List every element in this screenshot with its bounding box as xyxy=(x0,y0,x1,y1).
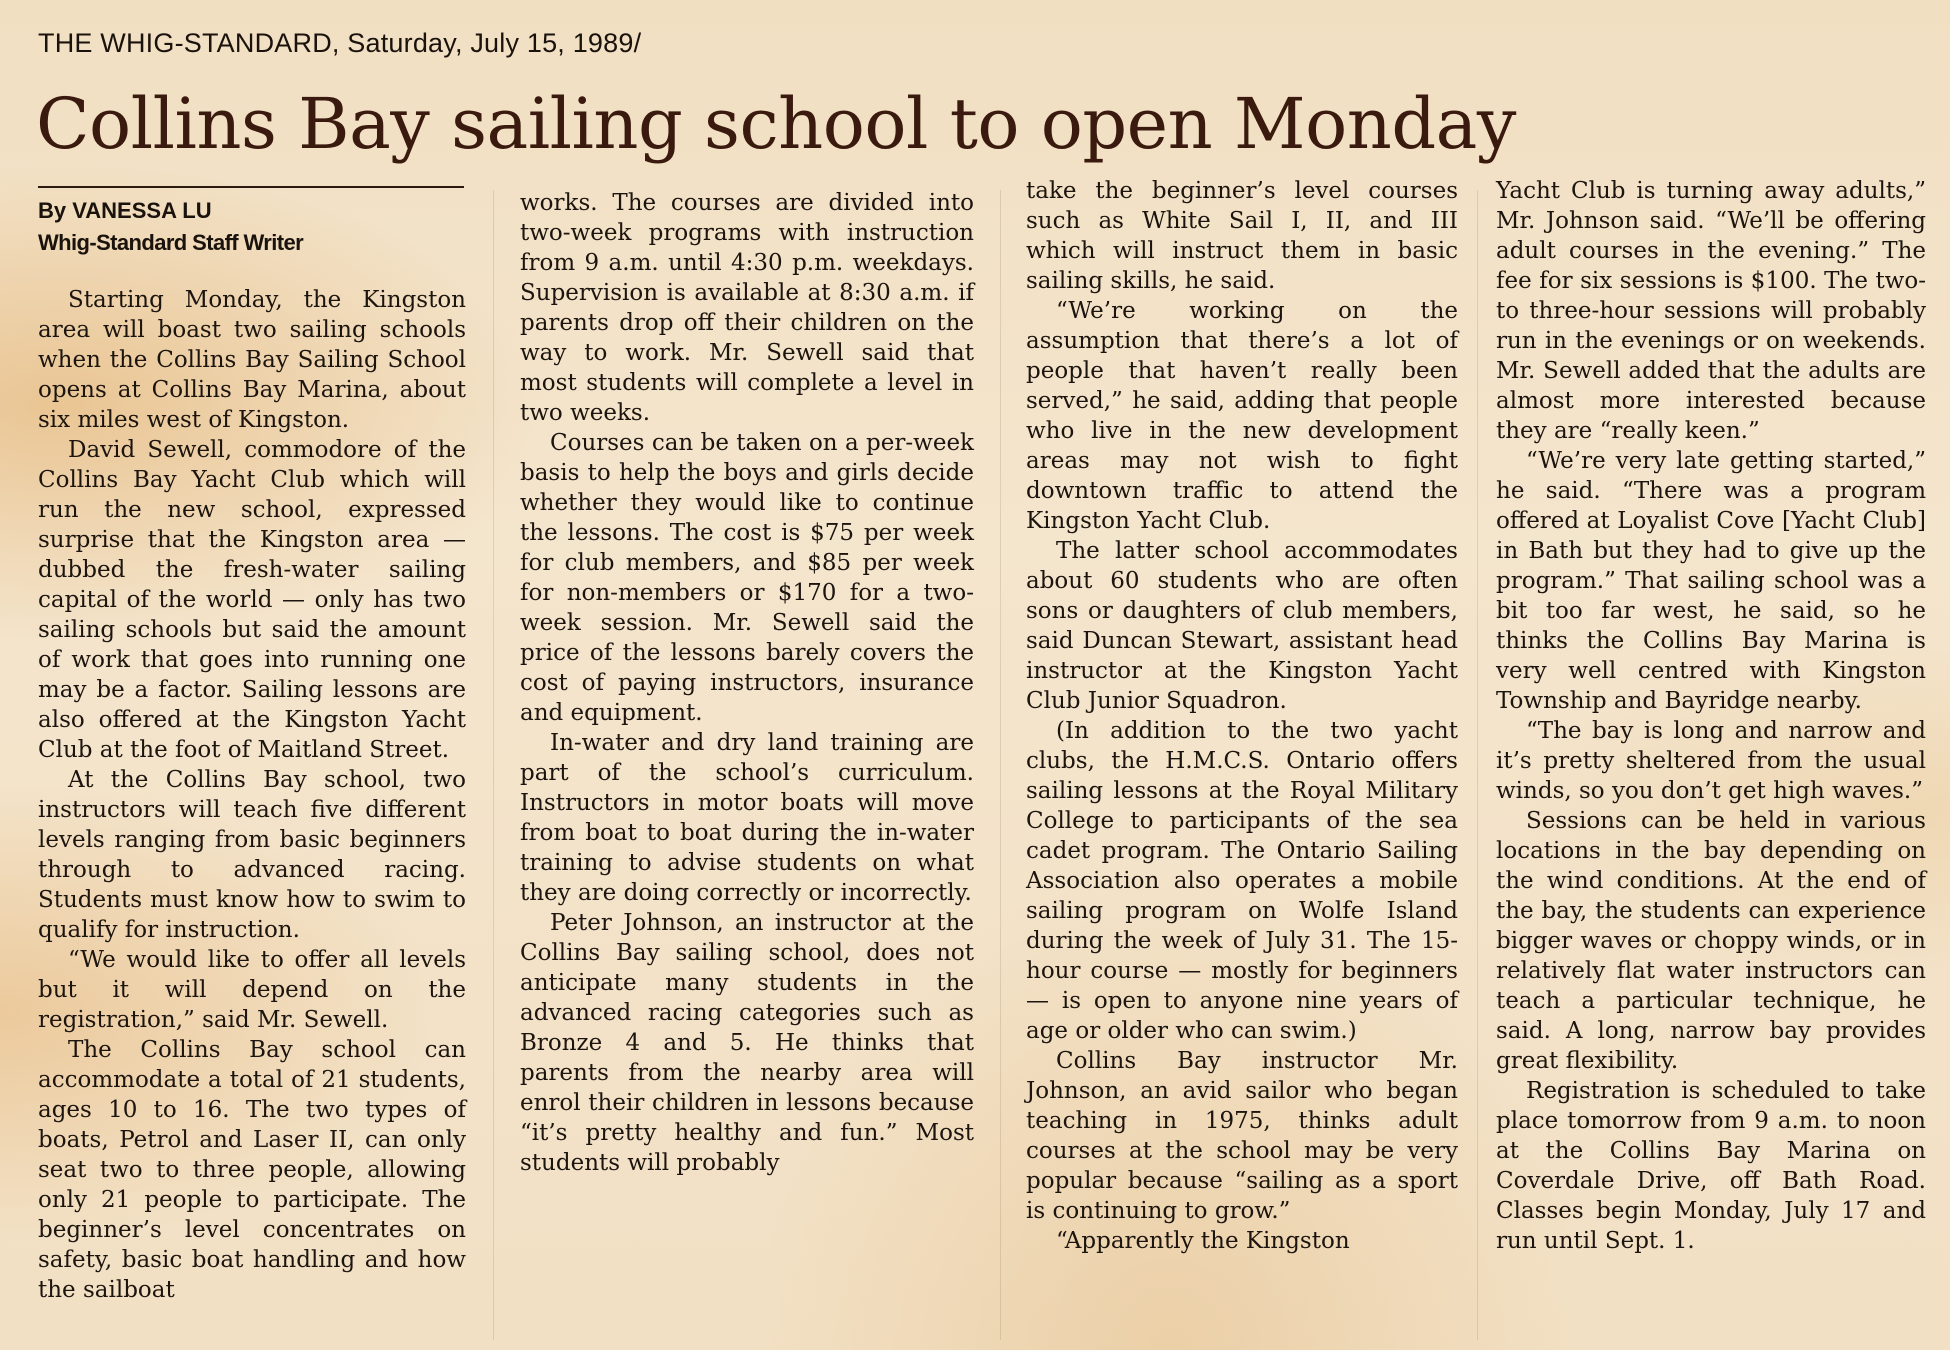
paragraph: “We’re very late getting started,” he said. “There was a program offered at Loyalist Cove [Yacht Club] in Bath but they had to give up the program.” That sailing school was a bit too far west, he said, so he thinks the Collins Bay Marina is very well centred with Kingston Township and Bayridge nearby. xyxy=(1496,448,1926,714)
paragraph: David Sewell, commodore of the Collins Bay Yacht Club which will run the new school, expressed surprise that the Kingston area — dubbed the fresh-water sailing capital of the world — only has two sailing schools but said the amount of work that goes into running one may be a factor. Sailing lessons are also offered at the Kingston Yacht Club at the foot of Maitland Street. xyxy=(38,437,466,763)
dateline: THE WHIG-STANDARD, Saturday, July 15, 1989/ xyxy=(38,28,642,58)
byline-title: Whig-Standard Staff Writer xyxy=(38,230,304,255)
paragraph: In-water and dry land training are part of the school’s curriculum. Instructors in motor boats will move from boat to boat during the in-water training to advise students on what they are doing correctly or incorrectly. xyxy=(520,730,974,906)
paragraph: The Collins Bay school can accommodate a total of 21 students, ages 10 to 16. The two types of boats, Petrol and Laser II, can only seat two to three people, allowing only 21 people to participate. The beginner’s level concentrates on safety, basic boat handling and how the sailboat xyxy=(38,1037,466,1303)
paragraph: Starting Monday, the Kingston area will boast two sailing schools when the Collins Bay Sailing School opens at Collins Bay Marina, about six miles west of Kingston. xyxy=(38,287,466,433)
article-column-3 xyxy=(1026,176,1458,1256)
paragraph: Yacht Club is turning away adults,” Mr. Johnson said. “We’ll be offering adult courses in the evening.” The fee for six sessions is $100. The two- to three-hour sessions will probably run in the evenings or on weekends. Mr. Sewell added that the adults are almost more interested because they are “really keen.” xyxy=(1496,178,1926,444)
paragraph: “We’re working on the assumption that there’s a lot of people that haven’t really been served,” he said, adding that people who live in the new development areas may not wish to fight downtown traffic to attend the Kingston Yacht Club. xyxy=(1026,298,1458,534)
paragraph: The latter school accommodates about 60 students who are often sons or daughters of club members, said Duncan Stewart, assistant head instructor at the Kingston Yacht Club Junior Squadron. xyxy=(1026,538,1458,714)
paragraph: “Apparently the Kingston xyxy=(1056,1228,1350,1254)
paragraph: “We would like to offer all levels but it will depend on the registration,” said Mr. Sewell. xyxy=(38,947,466,1033)
article-column-4 xyxy=(1496,176,1926,1256)
article-column-2 xyxy=(520,188,974,1178)
column-gutter xyxy=(493,190,494,1340)
column-gutter xyxy=(1000,190,1001,1340)
paragraph: (In addition to the two yacht clubs, the H.M.C.S. Ontario offers sailing lessons at the Royal Military College to participants of the sea cadet program. The Ontario Sailing Association also operates a mobile sailing program on Wolfe Island during the week of July 31. The 15-hour course — mostly for beginners — is open to anyone nine years of age or older who can swim.) xyxy=(1026,718,1458,1044)
paragraph: Courses can be taken on a per-week basis to help the boys and girls decide whether they would like to continue the lessons. The cost is $75 per week for club members, and $85 per week for non-members or $170 for a two-week session. Mr. Sewell said the price of the lessons barely covers the cost of paying instructors, insurance and equipment. xyxy=(520,430,974,726)
paragraph: works. The courses are divided into two-week programs with instruction from 9 a.m. until 4:30 p.m. weekdays. Supervision is available at 8:30 a.m. if parents drop off their children on the way to work. Mr. Sewell said that most students will complete a level in two weeks. xyxy=(520,190,974,426)
paragraph: At the Collins Bay school, two instructors will teach five different levels ranging from basic beginners through to advanced racing. Students must know how to swim to qualify for instruction. xyxy=(38,767,466,943)
paragraph: take the beginner’s level courses such as White Sail I, II, and III which will instruct them in basic sailing skills, he said. xyxy=(1026,178,1458,294)
column-gutter xyxy=(1477,190,1478,1340)
headline: Collins Bay sailing school to open Monday xyxy=(36,83,1516,165)
paragraph: Registration is scheduled to take place tomorrow from 9 a.m. to noon at the Collins Bay Marina on Coverdale Drive, off Bath Road. Classes begin Monday, July 17 and run until Sept. 1. xyxy=(1496,1078,1926,1254)
paragraph: “The bay is long and narrow and it’s pretty sheltered from the usual winds, so you don’t get high waves.” xyxy=(1496,718,1926,804)
paragraph: Peter Johnson, an instructor at the Collins Bay sailing school, does not anticipate many students in the advanced racing categories such as Bronze 4 and 5. He thinks that parents from the nearby area will enrol their children in lessons because “it’s pretty healthy and fun.” Most students will probably xyxy=(520,910,974,1176)
byline-author: By VANESSA LU xyxy=(38,198,212,223)
byline xyxy=(38,195,303,259)
article-column-1 xyxy=(38,285,466,1305)
paragraph: Collins Bay instructor Mr. Johnson, an avid sailor who began teaching in 1975, thinks adult courses at the school may be very popular because “sailing as a sport is continuing to grow.” xyxy=(1026,1048,1458,1224)
paragraph: Sessions can be held in various locations in the bay depending on the wind conditions. At the end of the bay, the students can experience bigger waves or choppy winds, or in relatively flat water instructors can teach a particular technique, he said. A long, narrow bay provides great flexibility. xyxy=(1496,808,1926,1074)
byline-rule xyxy=(38,186,464,188)
